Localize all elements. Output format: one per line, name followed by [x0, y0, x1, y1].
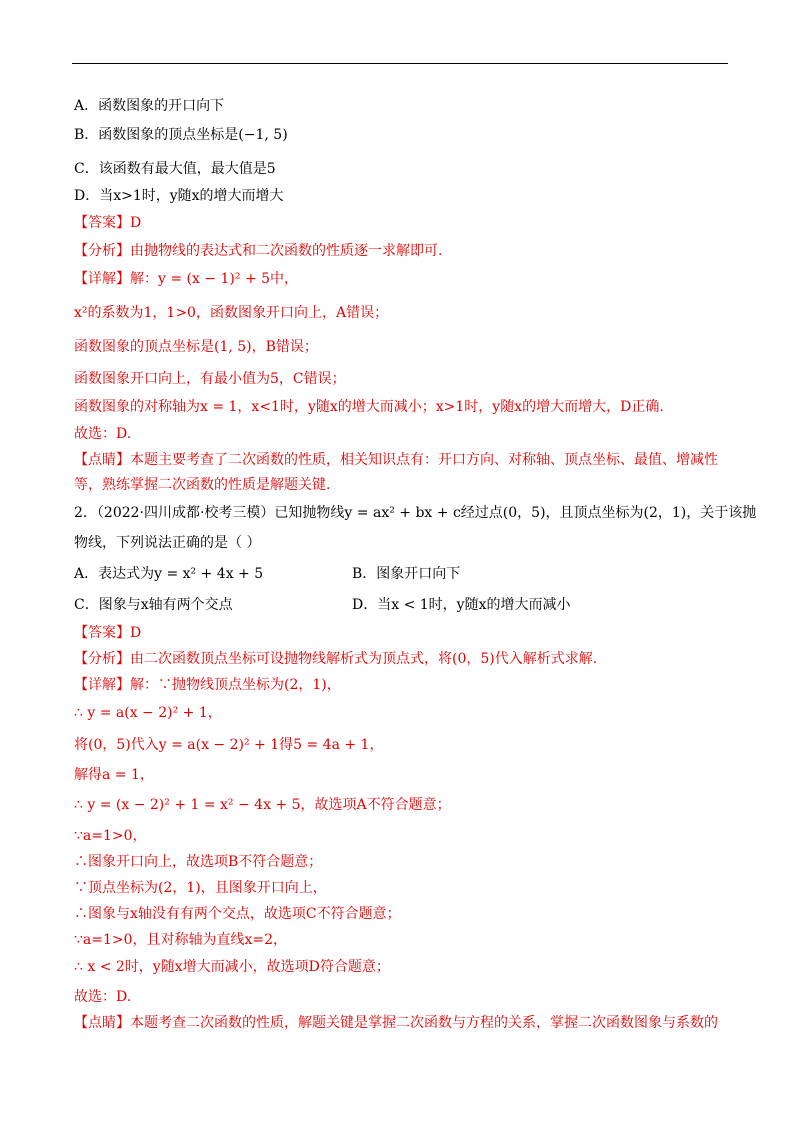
question-2-stem-cont: 物线，下列说法正确的是（ ） — [74, 535, 261, 551]
question-2-stem: 2．（2022·四川成都·校考三模）已知抛物线y = ax² + bx + c经过点(0，5)，且顶点坐标为(2，1)，关于该抛 — [74, 505, 757, 521]
comment-line: 【点睛】本题考查二次函数的性质，解题关键是掌握二次函数与方程的关系，掌握二次函数图象与系数的 — [74, 1015, 718, 1031]
answer-line: 【答案】D — [74, 215, 142, 231]
analysis-line: 【分析】由抛物线的表达式和二次函数的性质逐一求解即可. — [74, 243, 443, 259]
answer-line: 【答案】D — [74, 625, 142, 641]
option-c-text: C．该函数有最大值，最大值是5 — [74, 161, 276, 177]
solution-line: ∵顶点坐标为(2，1)，且图象开口向上， — [74, 880, 327, 896]
solution-line: ∴ y = a(x − 2)² + 1， — [74, 705, 222, 721]
solution-line: 函数图象的对称轴为x = 1，x<1时，y随x的增大而减小；x>1时，y随x的增大而增大，D正确. — [74, 399, 664, 415]
solution-line: ∵a=1>0，且对称轴为直线x=2， — [74, 932, 288, 948]
option-d-text: D．当x>1时，y随x的增大而增大 — [74, 188, 284, 204]
header-rule — [72, 63, 728, 64]
detail-line: 【详解】解：y = (x − 1)² + 5中， — [74, 271, 299, 287]
solution-line: 函数图象的顶点坐标是(1, 5)，B错误； — [74, 339, 318, 355]
solution-line: 函数图象开口向上，有最小值为5，C错误； — [74, 371, 346, 387]
solution-line: x²的系数为1，1>0，函数图象开口向上，A错误； — [74, 305, 389, 321]
solution-line: ∴ y = (x − 2)² + 1 = x² − 4x + 5，故选项A不符合题意； — [74, 797, 451, 813]
q2-option-a: A．表达式为y = x² + 4x + 5 — [74, 566, 264, 582]
option-b-text: B．函数图象的顶点坐标是(−1, 5) — [74, 127, 288, 143]
choose-line: 故选：D. — [74, 989, 132, 1005]
q2-option-d: D．当x < 1时，y随x的增大而减小 — [352, 597, 571, 613]
solution-line: ∴图象开口向上，故选项B不符合题意； — [74, 854, 323, 870]
comment-line: 【点睛】本题主要考查了二次函数的性质，相关知识点有：开口方向、对称轴、顶点坐标、最值、增减性 — [74, 452, 718, 468]
q2-option-b: B．图象开口向下 — [352, 566, 461, 582]
q2-option-c: C．图象与x轴有两个交点 — [74, 597, 233, 613]
detail-line: 【详解】解：∵抛物线顶点坐标为(2，1)， — [74, 677, 341, 693]
choose-line: 故选：D. — [74, 426, 132, 442]
solution-line: 解得a = 1， — [74, 767, 154, 783]
solution-line: ∴ x < 2时，y随x增大而减小，故选项D符合题意； — [74, 959, 390, 975]
comment-line-cont: 等，熟练掌握二次函数的性质是解题关键. — [74, 477, 331, 493]
option-a-text: A．函数图象的开口向下 — [74, 98, 225, 114]
solution-line: 将(0，5)代入y = a(x − 2)² + 1得5 = 4a + 1， — [74, 737, 384, 753]
solution-line: ∴图象与x轴没有有两个交点，故选项C不符合题意； — [74, 906, 401, 922]
analysis-line: 【分析】由二次函数顶点坐标可设抛物线解析式为顶点式，将(0，5)代入解析式求解. — [74, 651, 598, 667]
solution-line: ∵a=1>0， — [74, 828, 147, 844]
